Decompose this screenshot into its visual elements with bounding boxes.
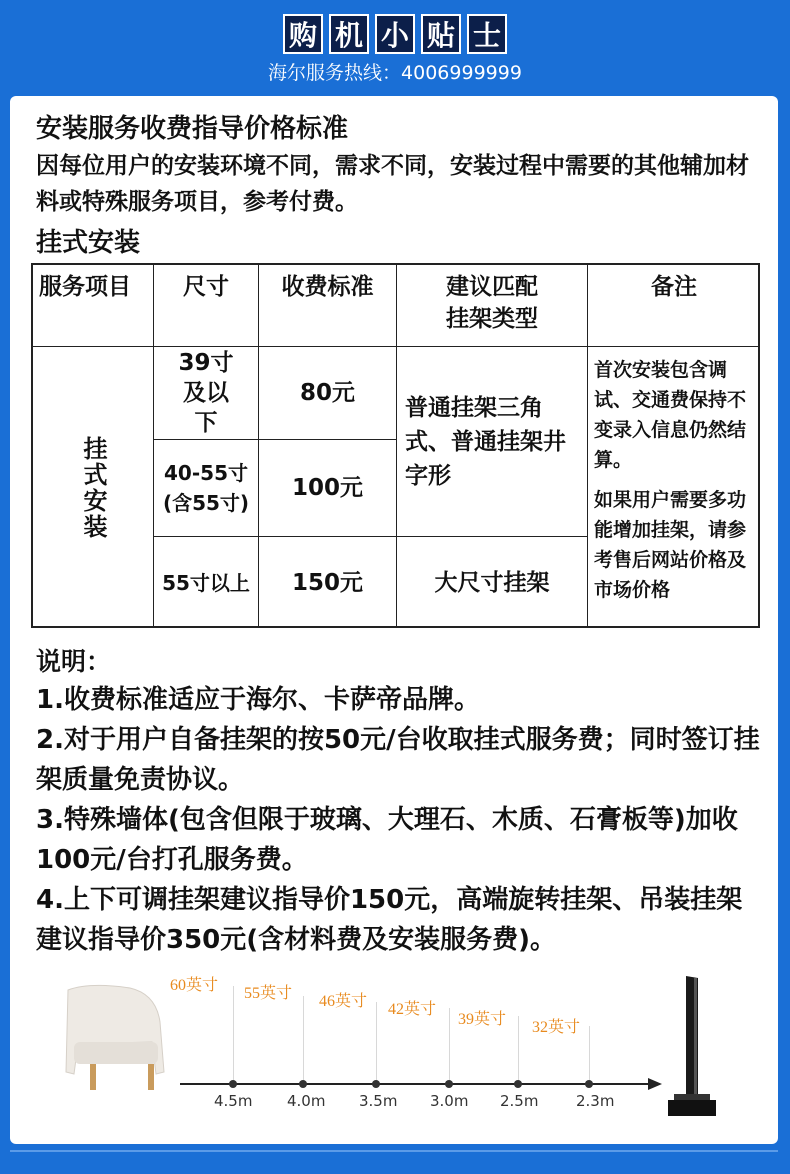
arrow-head-icon	[648, 1078, 662, 1090]
distance-label: 3.5m	[359, 1092, 398, 1110]
header-bracket: 建议匹配挂架类型	[397, 265, 588, 347]
price-cell-1: 80元	[259, 347, 397, 440]
viewing-distance-chart	[10, 956, 778, 1136]
distance-label: 4.0m	[287, 1092, 326, 1110]
footer-divider	[10, 1150, 778, 1152]
service-cell	[33, 347, 154, 628]
header-price: 收费标准	[259, 265, 397, 347]
guide-line	[233, 986, 234, 1086]
title-banner	[0, 14, 790, 54]
service-name: 挂式安装	[79, 435, 107, 540]
header-service: 服务项目	[33, 265, 154, 347]
size-cell-3: 55寸以上	[154, 537, 259, 628]
bracket-normal: 普通挂架三角式、普通挂架井字形	[397, 347, 588, 537]
distance-dot	[372, 1080, 380, 1088]
price-cell-2: 100元	[259, 440, 397, 537]
size-label: 32英寸	[532, 1019, 581, 1036]
header	[0, 0, 790, 92]
note-2: 2.对于用户自备挂架的按50元/台收取挂式服务费；同时签订挂架质量免责协议。	[36, 725, 760, 795]
tv-image	[664, 974, 724, 1124]
note-1: 1.收费标准适应于海尔、卡萨帝品牌。	[36, 685, 480, 715]
distance-label: 2.5m	[500, 1092, 539, 1110]
size-cell-1: 39寸及以下	[154, 347, 259, 440]
size-label: 55英寸	[244, 985, 293, 1002]
distance-label: 2.3m	[576, 1092, 615, 1110]
guide-line	[589, 1026, 590, 1086]
distance-label: 4.5m	[214, 1092, 253, 1110]
subsection-title: 挂式安装	[36, 228, 141, 258]
section-title: 安装服务收费指导价格标准	[36, 114, 349, 144]
service-hotline: 海尔服务热线：4006999999	[268, 62, 522, 84]
title-char: 士	[467, 14, 507, 54]
title-char: 机	[329, 14, 369, 54]
distance-dot	[585, 1080, 593, 1088]
price-cell-3: 150元	[259, 537, 397, 628]
guide-line	[518, 1016, 519, 1086]
header-size: 尺寸	[154, 265, 259, 347]
armchair-image	[60, 982, 170, 1102]
note-4: 4.上下可调挂架建议指导价150元，高端旋转挂架、吊装挂架建议指导价350元(含材料费及安装服务费)。	[36, 885, 743, 955]
size-cell-2: 40-55寸(含55寸)	[154, 440, 259, 537]
guide-line	[449, 1008, 450, 1086]
content-card	[10, 96, 778, 1144]
distance-dot	[514, 1080, 522, 1088]
size-label: 42英寸	[388, 1001, 437, 1018]
title-char: 贴	[421, 14, 461, 54]
remark-1: 首次安装包含调试、交通费保持不变录入信息仍然结算。	[594, 359, 747, 471]
distance-dot	[445, 1080, 453, 1088]
size-label: 39英寸	[458, 1011, 507, 1028]
guide-line	[376, 1002, 377, 1086]
note-3: 3.特殊墙体(包含但限于玻璃、大理石、木质、石膏板等)加收100元/台打孔服务费。	[36, 805, 738, 875]
fee-table	[31, 263, 760, 628]
title-char: 购	[283, 14, 323, 54]
size-label: 46英寸	[319, 993, 368, 1010]
distance-axis	[180, 1083, 650, 1085]
header-remark: 备注	[588, 265, 760, 347]
remark-cell	[588, 347, 760, 628]
bracket-large: 大尺寸挂架	[397, 537, 588, 628]
guide-line	[303, 996, 304, 1086]
intro-text: 因每位用户的安装环境不同，需求不同，安装过程中需要的其他辅加材料或特殊服务项目，参考付费。	[36, 153, 749, 215]
remark-2: 如果用户需要多功能增加挂架，请参考售后网站价格及市场价格	[594, 489, 747, 601]
distance-dot	[229, 1080, 237, 1088]
distance-label: 3.0m	[430, 1092, 469, 1110]
title-char: 小	[375, 14, 415, 54]
distance-dot	[299, 1080, 307, 1088]
size-label: 60英寸	[170, 977, 219, 994]
notes-title: 说明：	[36, 647, 112, 676]
